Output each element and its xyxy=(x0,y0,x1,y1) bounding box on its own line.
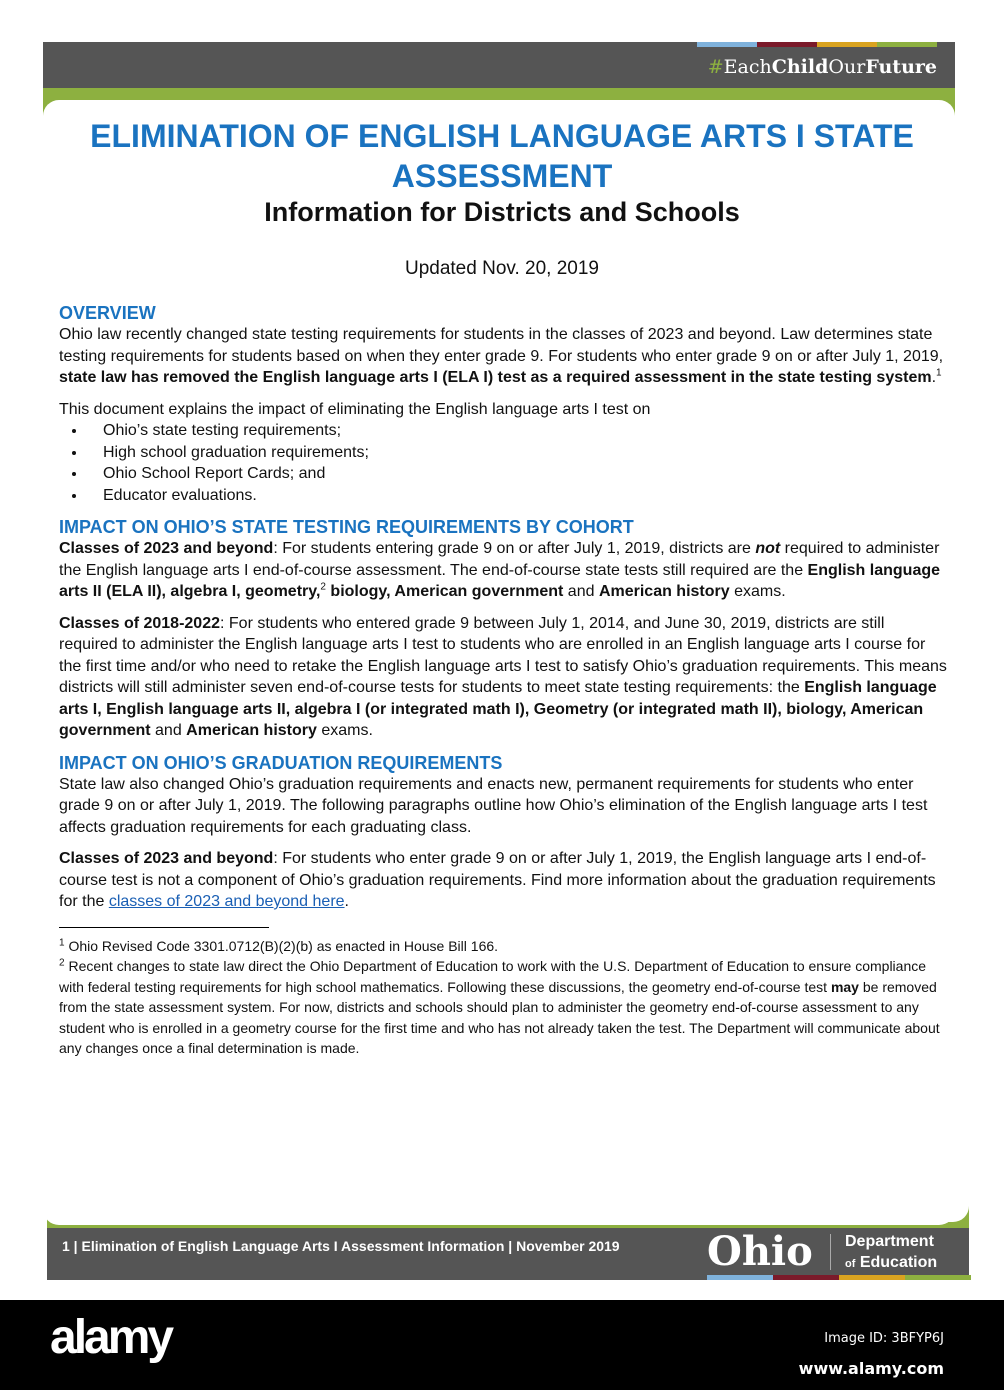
impact-list xyxy=(87,420,947,506)
list-item: • Ohio School Report Cards; and xyxy=(87,463,947,485)
footnote-divider xyxy=(59,927,269,928)
panel-bottom xyxy=(43,1150,969,1222)
graduation-heading: IMPACT ON OHIO’S GRADUATION REQUIREMENTS xyxy=(59,752,503,773)
list-item: • Ohio’s state testing requirements; xyxy=(87,420,947,442)
page-footer xyxy=(47,1228,969,1280)
color-stripes xyxy=(697,42,937,47)
hashtag: #EachChildOurFuture xyxy=(707,56,937,78)
overview-heading: OVERVIEW xyxy=(59,303,156,323)
footer-text: 1 | Elimination of English Language Arts I Assessment Information | November 2019 xyxy=(62,1238,620,1254)
testing-heading: IMPACT ON OHIO’S STATE TESTING REQUIREMENTS BY COHORT xyxy=(59,517,634,537)
graduation-2023-paragraph: Classes of 2023 and beyond: For students who enter grade 9 on or after July 1, 2019, the English language arts I end-of-course test is not a component of Ohio’s graduation requirements. Find more information about the graduation requirements for the classes of 2023 and beyond here. xyxy=(59,850,936,910)
page-title: ELIMINATION OF ENGLISH LANGUAGE ARTS I STATE ASSESSMENT xyxy=(90,118,914,194)
testing-2018-paragraph: Classes of 2018-2022: For students who entered grade 9 between July 1, 2014, and June 30, 2019, districts are still required to administer the English language arts I test to students who are enrolled in an English language arts I course for the first time and/or who need to retake the English language arts I test to satisfy Ohio’s graduation requirements. This means districts will still administer seven end-of-course tests for students to meet state testing requirements: the English language arts I, English language arts II, algebra I (or integrated math I), Geometry (or integrated math II), biology, American government and American history exams. xyxy=(59,614,947,739)
footnote-1: $^1$ Ohio Revised Code 3301.0712(B)(2)(b) as enacted in House Bill 166. xyxy=(59,936,499,954)
footer-color-stripes xyxy=(707,1275,971,1280)
logo-divider xyxy=(830,1234,831,1270)
watermark-bar xyxy=(0,1300,1004,1390)
image-id: Image ID: 3BFYP6J www.alamy.com xyxy=(798,1331,944,1378)
footnote-2: $^2$ Recent changes to state law direct the Ohio Department of Education to work with the U.S. Department of Education to ensure compliance with federal testing requirements for high school mathematics. Following these discussions, the geometry end-of-course test may be removed from the state assessment system. For now, districts and schools should plan to administer the geometry end-of-course assessment to any student who is enrolled in a geometry course for the first time and who has not already taken the test. The Department will communicate about any changes once a final determination is made. xyxy=(59,957,940,1056)
updated-date: Updated Nov. 20, 2019 xyxy=(404,258,599,279)
testing-2023-paragraph: Classes of 2023 and beyond: For students entering grade 9 on or after July 1, 2019, districts are not required to administer the English language arts I end-of-course assessment. The end-of-course state tests still required are the English language arts II (ELA II), algebra I, geometry,$^2$ biology, American government and American history exams. xyxy=(59,540,941,600)
page-subtitle: Information for Districts and Schools xyxy=(264,197,740,227)
ohio-logo: Ohio xyxy=(707,1228,813,1275)
list-item: • High school graduation requirements; xyxy=(87,442,947,464)
header-bar xyxy=(43,42,955,88)
document-body xyxy=(59,302,947,1059)
list-item: • Educator evaluations. xyxy=(87,485,947,507)
graduation-paragraph: State law also changed Ohio’s graduation requirements and enacts new, permanent requirements for students who enter grade 9 on or after July 1, 2019. The following paragraphs outline how Ohio’s elimination of the English language arts I test affects graduation requirements for each graduating class. xyxy=(59,775,928,836)
overview-paragraph: Ohio law recently changed state testing requirements for students in the classes of 2023 and beyond. Law determines state testing requirements for students based on when they enter grade 9. For students who enter grade 9 on or after July 1, 2019, state law has removed the English language arts I (ELA I) test as a required assessment in the state testing system.$^1$ xyxy=(59,326,944,386)
classes-2023-link[interactable]: classes of 2023 and beyond here xyxy=(108,893,345,910)
overview-intro: This document explains the impact of eliminating the English language arts I test on xyxy=(59,400,651,418)
department-label: Department of Education xyxy=(845,1233,938,1271)
alamy-logo: alamy xyxy=(50,1311,172,1364)
